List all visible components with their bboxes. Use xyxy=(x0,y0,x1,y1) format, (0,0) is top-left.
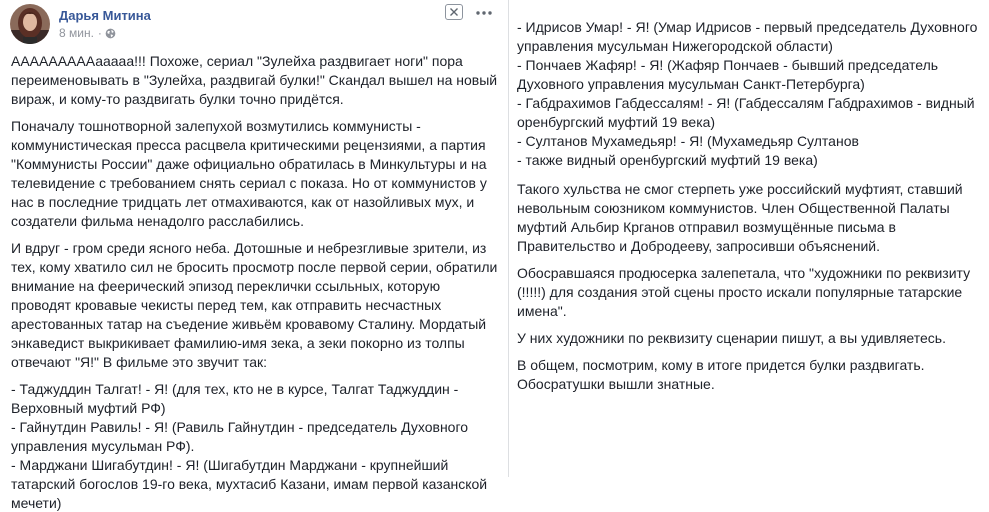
more-options-button[interactable] xyxy=(474,4,494,22)
globe-icon[interactable] xyxy=(105,28,116,39)
close-icon xyxy=(449,7,459,17)
rollcall-item: - Гайнутдин Равиль! - Я! (Равиль Гайнутдин - председатель Духовного управления мусульман РФ). xyxy=(11,419,469,454)
post-paragraph: Поначалу тошнотворной залепухой возмутились коммунисты - коммунистическая пресса расцвела критическими рецензиями, а партия "Коммунисты России" даже официально обратилась в Минкультуры и на телевидение с требованием снять сериал с показа. Но от коммунистов у нас в последние тридцать лет отмахиваются, как от назойливых мух, и создатели фильма ненадолго расслабились. xyxy=(11,118,487,229)
post-paragraph: АААААААААааааа!!! Похоже, сериал "Зулейха раздвигает ноги" пора переименовывать в "Зулейха, раздвигай булки!" Скандал вышел на новый вираж, и кому-то раздвигать булки точно придётся. xyxy=(11,53,498,107)
more-icon xyxy=(476,11,492,15)
avatar-image xyxy=(10,4,50,44)
post-right-panel xyxy=(509,0,989,512)
post-paragraph: И вдруг - гром среди ясного неба. Дотошные и небрезгливые зрители, из тех, кому хватило сил не бросить просмотр после первой серии, обратили внимание на феерический эпизод переклички ссыльных, которую проводят кровавые чекисты перед тем, как отправить несчастных арестованных татар на съедение живьём кровавому Сталину. Мордатый энкаведист выкрикивает фамилию-имя зека, а зеки покорно из толпы отвечают "Я!" В фильме это звучит так: xyxy=(11,240,498,370)
rollcall-item: - Таджуддин Талгат! - Я! (для тех, кто не в курсе, Талгат Таджуддин - Верховный муфтий РФ) xyxy=(11,381,459,416)
post-meta xyxy=(59,26,116,40)
rollcall-list-continued xyxy=(517,18,979,170)
post-text-left xyxy=(11,52,498,512)
author-name[interactable]: Дарья Митина xyxy=(59,8,151,23)
rollcall-item: - Султанов Мухамедьяр! - Я! (Мухамедьяр Султанов xyxy=(517,133,859,149)
author-avatar[interactable] xyxy=(10,4,50,44)
post-time[interactable]: 8 мин. xyxy=(59,26,94,40)
cut-off-text xyxy=(11,504,498,512)
rollcall-list xyxy=(11,380,498,512)
rollcall-item: - также видный оренбургский муфтий 19 века) xyxy=(517,152,818,168)
rollcall-item: - Идрисов Умар! - Я! (Умар Идрисов - первый председатель Духовного управления мусульман Нижегородской области) xyxy=(517,19,978,54)
post-paragraph: У них художники по реквизиту сценарии пишут, а вы удивляетесь. xyxy=(517,330,946,346)
meta-separator: · xyxy=(97,26,102,40)
rollcall-item: - Габдрахимов Габдессалям! - Я! (Габдессалям Габдрахимов - видный оренбургский муфтий 19 века) xyxy=(517,95,975,130)
post-paragraph: Такого хульства не смог стерпеть уже российский муфтият, ставший невольным союзником коммунистов. Член Общественной Палаты муфтий Альбир Крганов отправил возмущённые письма в Правительство и Добродееву, запросивши объяснений. xyxy=(517,181,963,254)
rollcall-item: - Марджани Шигабутдин! - Я! (Шигабутдин Марджани - крупнейший татарский богослов 19-го века, мухтасиб Казани, имам первой казанской мечети) xyxy=(11,457,488,511)
post-paragraph: В общем, посмотрим, кому в итоге придется булки раздвигать. Обосратушки вышли знатные. xyxy=(517,357,925,392)
post-paragraph: Обосравшаяся продюсерка залепетала, что "художники по реквизиту (!!!!!) для создания этой сцены просто искали популярные татарские имена". xyxy=(517,265,971,319)
rollcall-item: - Пончаев Жафяр! - Я! (Жафяр Пончаев - бывший председатель Духовного управления мусульман Санкт-Петербурга) xyxy=(517,57,939,92)
post-text-right xyxy=(517,18,979,402)
close-button[interactable] xyxy=(445,4,463,20)
